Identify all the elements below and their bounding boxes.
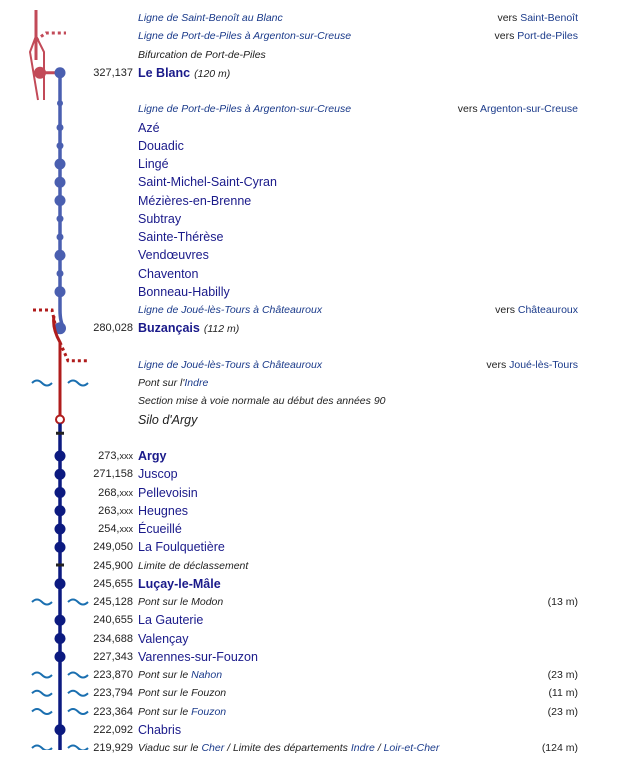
- direction-link[interactable]: Châteauroux: [517, 304, 578, 316]
- table-row: [0, 210, 627, 228]
- kilometre-point: 280,028: [93, 322, 133, 335]
- kilometre-point: 268,xxx: [98, 486, 133, 499]
- kilometre-unknown: xxx: [119, 505, 133, 516]
- altitude: (112 m): [203, 323, 240, 336]
- table-row: [0, 611, 627, 629]
- table-row: [0, 721, 627, 739]
- direction-note: (13 m): [547, 596, 578, 608]
- kilometre-unknown: xxx: [119, 451, 133, 461]
- inline-link[interactable]: Nahon: [191, 669, 223, 681]
- kilometre-point: 249,050: [93, 541, 133, 554]
- station-name[interactable]: Sainte-Thérèse: [138, 230, 224, 244]
- station-name[interactable]: Subtray: [138, 211, 182, 226]
- direction-note: (23 m): [547, 705, 578, 718]
- direction-note: vers Joué-lès-Tours: [486, 358, 578, 371]
- station-name: Silo d'Argy: [138, 412, 198, 427]
- table-row: [0, 666, 627, 684]
- table-row: [0, 575, 627, 593]
- kilometre-point: 254,xxx: [98, 523, 133, 535]
- kilometre-point: 227,343: [93, 650, 133, 663]
- station-name[interactable]: La Foulquetière: [138, 540, 225, 555]
- table-row: [0, 703, 627, 721]
- line-link[interactable]: Ligne de Port-de-Piles à Argenton-sur-Creuse: [138, 103, 352, 116]
- station-name[interactable]: Mézières-en-Brenne: [138, 193, 252, 208]
- line-link[interactable]: Ligne de Saint-Benoît au Blanc: [138, 12, 283, 24]
- inline-link[interactable]: Indre: [184, 377, 209, 389]
- table-row: [0, 283, 627, 301]
- note-text: Pont sur le Modon: [138, 596, 224, 608]
- table-row: [0, 392, 627, 410]
- kilometre-point: 223,364: [93, 705, 133, 718]
- table-row: [0, 684, 627, 702]
- table-row: [0, 630, 627, 648]
- note-text: Pont sur le Fouzon: [138, 705, 227, 718]
- kilometre-point: 245,128: [93, 596, 133, 608]
- station-name[interactable]: Varennes-sur-Fouzon: [138, 649, 258, 664]
- station-name[interactable]: Douadic: [138, 138, 184, 153]
- note-text: Section mise à voie normale au début des années 90: [138, 395, 386, 408]
- table-row: [0, 593, 627, 611]
- line-link[interactable]: Ligne de Joué-lès-Tours à Châteauroux: [138, 304, 323, 316]
- table-row: [0, 265, 627, 283]
- table-row: [0, 192, 627, 210]
- table-row: [0, 64, 627, 82]
- station-name[interactable]: La Gauterie: [138, 613, 204, 628]
- direction-link[interactable]: Argenton-sur-Creuse: [479, 103, 578, 116]
- table-row: [0, 374, 627, 392]
- inline-link[interactable]: Indre: [350, 742, 375, 754]
- station-name[interactable]: Valençay: [138, 631, 189, 646]
- direction-link[interactable]: Port-de-Piles: [517, 30, 578, 43]
- kilometre-point: 234,688: [93, 632, 133, 645]
- station-name[interactable]: Chabris: [138, 722, 182, 737]
- table-row: [0, 173, 627, 191]
- kilometre-point: 271,158: [93, 468, 133, 481]
- station-name[interactable]: Heugnes: [138, 503, 189, 518]
- table-row: [0, 319, 627, 337]
- kilometre-point: 245,655: [93, 577, 133, 590]
- note-text: Viaduc sur le Cher / Limite des départements Indre / Loir-et-Cher: [138, 742, 440, 754]
- table-row: [0, 228, 627, 246]
- station-name[interactable]: Le Blanc (120 m): [138, 65, 231, 80]
- direction-link[interactable]: Saint-Benoît: [520, 12, 578, 24]
- kilometre-point: 263,xxx: [98, 504, 133, 517]
- table-row: [0, 301, 627, 319]
- kilometre-point: 245,900: [93, 559, 133, 572]
- table-row: [0, 739, 627, 757]
- table-row: [0, 155, 627, 173]
- table-row: [0, 82, 627, 100]
- kilometre-point: 223,794: [93, 687, 133, 700]
- station-name[interactable]: Chaventon: [138, 266, 199, 281]
- table-row: [0, 356, 627, 374]
- direction-note: vers Port-de-Piles: [494, 30, 578, 43]
- note-text: Pont sur l'Indre: [138, 377, 209, 389]
- table-row: [0, 9, 627, 27]
- inline-link[interactable]: Cher: [201, 742, 225, 754]
- kilometre-point: 222,092: [93, 723, 133, 736]
- kilometre-unknown: xxx: [119, 524, 133, 534]
- table-row: [0, 119, 627, 137]
- direction-note: vers Châteauroux: [495, 304, 578, 316]
- line-link[interactable]: Ligne de Port-de-Piles à Argenton-sur-Creuse: [138, 30, 352, 43]
- direction-note: (11 m): [548, 687, 578, 700]
- inline-link[interactable]: Fouzon: [191, 705, 227, 718]
- table-row: [0, 538, 627, 556]
- station-name[interactable]: Luçay-le-Mâle: [138, 576, 221, 591]
- station-name[interactable]: Azé: [138, 120, 160, 135]
- station-name[interactable]: Vendœuvres: [138, 248, 209, 263]
- direction-note: (23 m): [547, 669, 578, 681]
- direction-note: (124 m): [541, 742, 578, 754]
- direction-note: vers Saint-Benoît: [497, 12, 578, 24]
- kilometre-point: 219,929: [93, 742, 133, 754]
- table-row: [0, 484, 627, 502]
- table-row: [0, 465, 627, 483]
- station-name[interactable]: Saint-Michel-Saint-Cyran: [138, 175, 277, 190]
- note-text: Limite de déclassement: [138, 559, 249, 572]
- table-row: [0, 429, 627, 447]
- table-row: [0, 100, 627, 118]
- kilometre-point: 223,870: [93, 669, 133, 681]
- table-row: [0, 557, 627, 575]
- table-row: [0, 648, 627, 666]
- table-row: [0, 46, 627, 64]
- station-name[interactable]: Pellevoisin: [138, 485, 198, 500]
- station-name[interactable]: Argy: [138, 449, 167, 463]
- station-name[interactable]: Bonneau-Habilly: [138, 284, 230, 299]
- table-row: [0, 520, 627, 538]
- kilometre-point: 240,655: [93, 614, 133, 627]
- station-name[interactable]: Lingé: [138, 157, 169, 171]
- table-row: [0, 338, 627, 356]
- table-row: [0, 137, 627, 155]
- note-text: Pont sur le Fouzon: [138, 687, 227, 700]
- line-link[interactable]: Ligne de Joué-lès-Tours à Châteauroux: [138, 358, 323, 371]
- table-row: [0, 246, 627, 264]
- kilometre-point: 327,137: [93, 66, 133, 79]
- table-row: [0, 447, 627, 465]
- altitude: (120 m): [194, 67, 231, 80]
- station-name[interactable]: Buzançais (112 m): [138, 321, 240, 336]
- inline-link[interactable]: Loir-et-Cher: [383, 742, 440, 754]
- kilometre-unknown: xxx: [119, 487, 133, 498]
- direction-link[interactable]: Joué-lès-Tours: [509, 358, 578, 371]
- table-row: [0, 502, 627, 520]
- kilometre-point: 273,xxx: [98, 450, 133, 462]
- station-name[interactable]: Écueillé: [138, 522, 182, 536]
- table-row: [0, 411, 627, 429]
- table-row: [0, 27, 627, 45]
- note-text: Bifurcation de Port-de-Piles: [138, 48, 266, 61]
- direction-note: vers Argenton-sur-Creuse: [457, 103, 578, 116]
- station-name[interactable]: Juscop: [138, 467, 178, 482]
- note-text: Pont sur le Nahon: [138, 669, 223, 681]
